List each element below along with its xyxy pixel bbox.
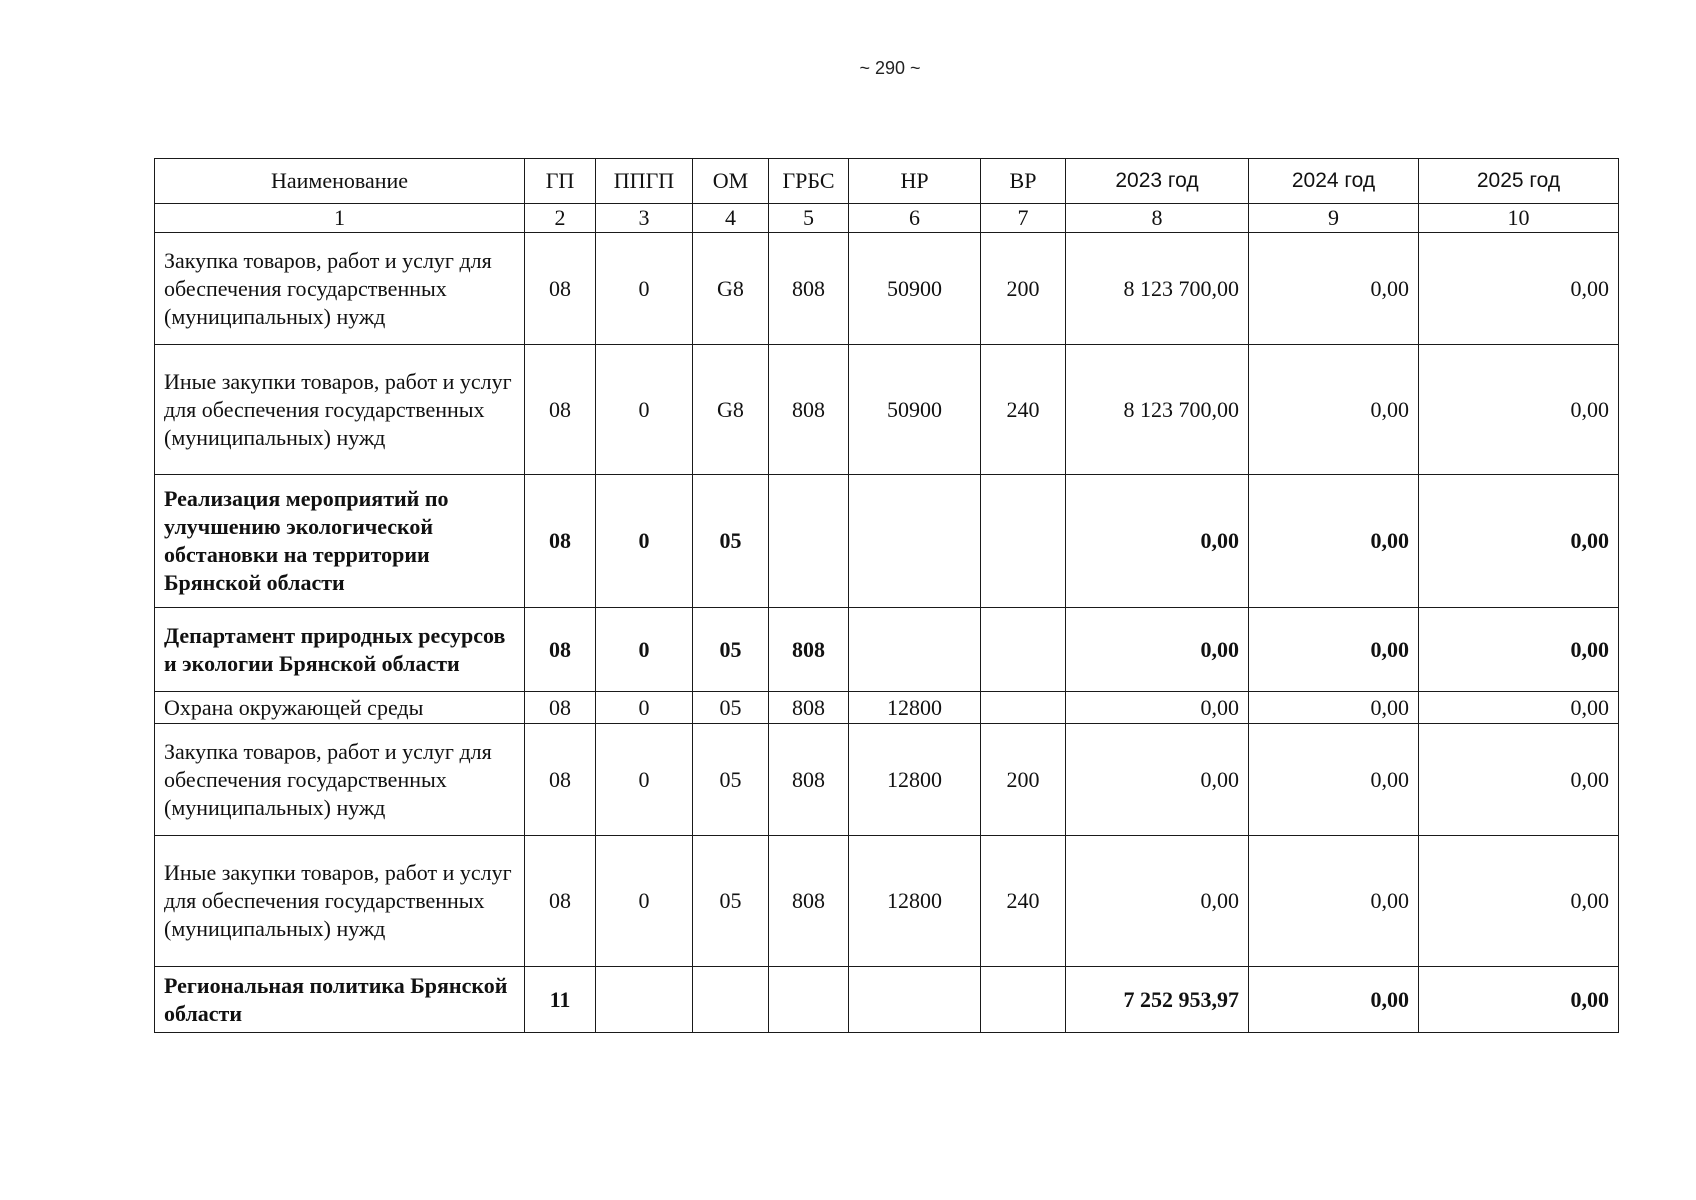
row-name: Департамент природных ресурсов и экологии Брянской области — [155, 608, 525, 692]
row-vr — [981, 475, 1066, 608]
row-2023: 8 123 700,00 — [1066, 345, 1249, 475]
row-2023: 0,00 — [1066, 692, 1249, 724]
row-2024: 0,00 — [1249, 836, 1419, 967]
row-gp: 08 — [525, 836, 596, 967]
row-nr: 12800 — [849, 836, 981, 967]
table-row — [155, 233, 1619, 345]
row-ppgp: 0 — [596, 608, 693, 692]
row-ppgp: 0 — [596, 692, 693, 724]
row-2024: 0,00 — [1249, 475, 1419, 608]
row-gp: 08 — [525, 475, 596, 608]
row-2025: 0,00 — [1419, 345, 1619, 475]
column-number: 10 — [1419, 204, 1619, 233]
row-vr — [981, 692, 1066, 724]
row-grbs — [769, 967, 849, 1033]
row-gp: 08 — [525, 692, 596, 724]
table-row — [155, 836, 1619, 967]
table-row — [155, 475, 1619, 608]
row-om: 05 — [693, 836, 769, 967]
row-grbs: 808 — [769, 836, 849, 967]
column-number: 7 — [981, 204, 1066, 233]
row-nr: 12800 — [849, 692, 981, 724]
row-2023: 0,00 — [1066, 475, 1249, 608]
row-name: Реализация мероприятий по улучшению экологической обстановки на территории Брянской области — [155, 475, 525, 608]
header-name: Наименование — [155, 159, 525, 204]
row-om: 05 — [693, 608, 769, 692]
row-2025: 0,00 — [1419, 724, 1619, 836]
header-om: ОМ — [693, 159, 769, 204]
row-om: 05 — [693, 692, 769, 724]
column-number: 4 — [693, 204, 769, 233]
column-number: 1 — [155, 204, 525, 233]
row-om — [693, 967, 769, 1033]
row-2023: 0,00 — [1066, 836, 1249, 967]
row-ppgp: 0 — [596, 724, 693, 836]
row-nr — [849, 967, 981, 1033]
column-number-row — [155, 204, 1619, 233]
row-grbs: 808 — [769, 724, 849, 836]
row-2023: 7 252 953,97 — [1066, 967, 1249, 1033]
row-name: Закупка товаров, работ и услуг для обеспечения государственных (муниципальных) нужд — [155, 724, 525, 836]
row-2025: 0,00 — [1419, 233, 1619, 345]
row-2025: 0,00 — [1419, 836, 1619, 967]
header-ppgp: ППГП — [596, 159, 693, 204]
row-om: 05 — [693, 475, 769, 608]
row-grbs: 808 — [769, 345, 849, 475]
row-2024: 0,00 — [1249, 967, 1419, 1033]
row-name: Закупка товаров, работ и услуг для обеспечения государственных (муниципальных) нужд — [155, 233, 525, 345]
row-nr: 50900 — [849, 233, 981, 345]
table-row — [155, 345, 1619, 475]
row-2024: 0,00 — [1249, 724, 1419, 836]
row-2024: 0,00 — [1249, 345, 1419, 475]
column-number: 2 — [525, 204, 596, 233]
row-2025: 0,00 — [1419, 967, 1619, 1033]
row-2024: 0,00 — [1249, 233, 1419, 345]
row-om: G8 — [693, 345, 769, 475]
row-nr — [849, 608, 981, 692]
page-number: ~ 290 ~ — [859, 58, 921, 78]
row-gp: 11 — [525, 967, 596, 1033]
row-2025: 0,00 — [1419, 475, 1619, 608]
row-2024: 0,00 — [1249, 608, 1419, 692]
row-gp: 08 — [525, 608, 596, 692]
header-2023: 2023 год — [1066, 159, 1249, 204]
header-2025: 2025 год — [1419, 159, 1619, 204]
row-vr: 240 — [981, 345, 1066, 475]
column-number: 8 — [1066, 204, 1249, 233]
row-grbs: 808 — [769, 233, 849, 345]
row-om: G8 — [693, 233, 769, 345]
header-2024: 2024 год — [1249, 159, 1419, 204]
row-vr: 200 — [981, 724, 1066, 836]
row-name: Региональная политика Брянской области — [155, 967, 525, 1033]
row-vr — [981, 967, 1066, 1033]
row-name: Иные закупки товаров, работ и услуг для обеспечения государственных (муниципальных) нужд — [155, 345, 525, 475]
header-grbs: ГРБС — [769, 159, 849, 204]
row-2023: 0,00 — [1066, 608, 1249, 692]
header-vr: ВР — [981, 159, 1066, 204]
header-gp: ГП — [525, 159, 596, 204]
row-nr — [849, 475, 981, 608]
row-2023: 0,00 — [1066, 724, 1249, 836]
table-row — [155, 608, 1619, 692]
row-vr — [981, 608, 1066, 692]
row-gp: 08 — [525, 345, 596, 475]
row-name: Иные закупки товаров, работ и услуг для обеспечения государственных (муниципальных) нужд — [155, 836, 525, 967]
column-number: 6 — [849, 204, 981, 233]
row-ppgp — [596, 967, 693, 1033]
table-row — [155, 967, 1619, 1033]
row-2023: 8 123 700,00 — [1066, 233, 1249, 345]
row-gp: 08 — [525, 724, 596, 836]
row-2025: 0,00 — [1419, 608, 1619, 692]
row-name: Охрана окружающей среды — [155, 692, 525, 724]
row-grbs — [769, 475, 849, 608]
row-vr: 200 — [981, 233, 1066, 345]
row-gp: 08 — [525, 233, 596, 345]
row-2025: 0,00 — [1419, 692, 1619, 724]
row-grbs: 808 — [769, 692, 849, 724]
row-vr: 240 — [981, 836, 1066, 967]
column-number: 3 — [596, 204, 693, 233]
row-nr: 50900 — [849, 345, 981, 475]
row-grbs: 808 — [769, 608, 849, 692]
table-row — [155, 724, 1619, 836]
row-ppgp: 0 — [596, 233, 693, 345]
row-om: 05 — [693, 724, 769, 836]
row-ppgp: 0 — [596, 475, 693, 608]
column-number: 5 — [769, 204, 849, 233]
table-header-row — [155, 159, 1619, 204]
budget-table — [154, 158, 1619, 1033]
header-nr: НР — [849, 159, 981, 204]
row-ppgp: 0 — [596, 345, 693, 475]
row-ppgp: 0 — [596, 836, 693, 967]
table-row — [155, 692, 1619, 724]
column-number: 9 — [1249, 204, 1419, 233]
row-2024: 0,00 — [1249, 692, 1419, 724]
row-nr: 12800 — [849, 724, 981, 836]
